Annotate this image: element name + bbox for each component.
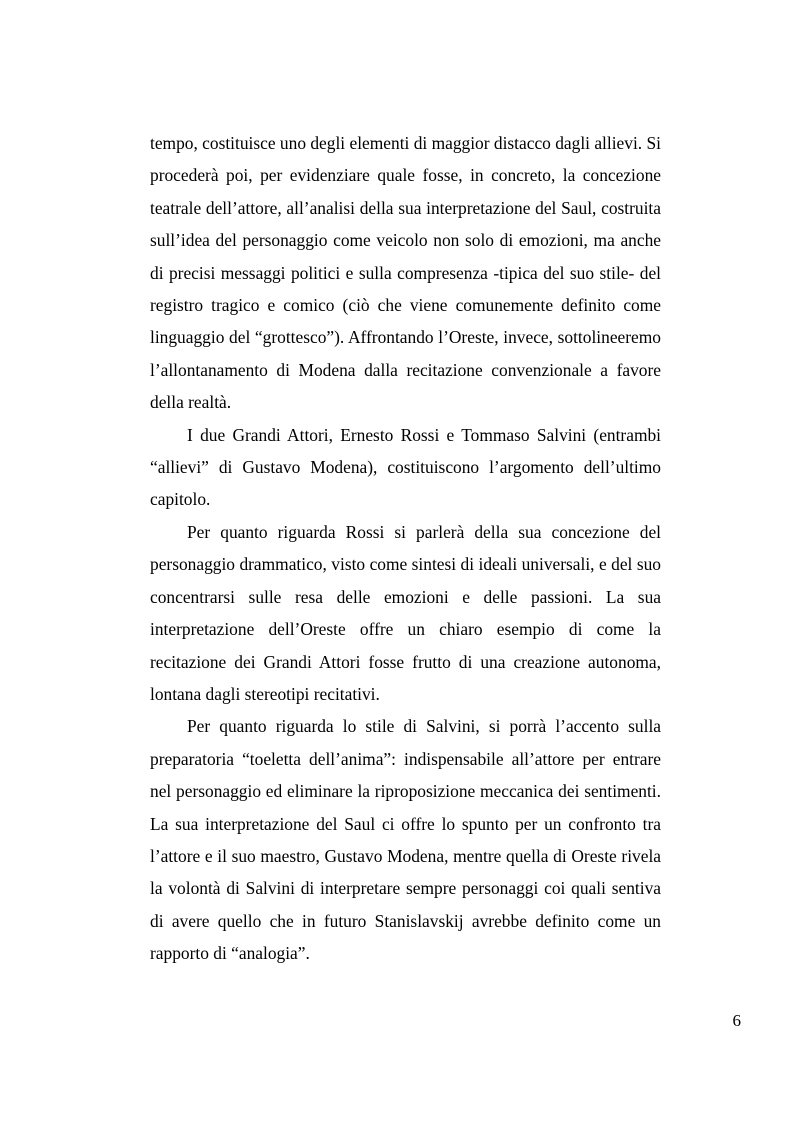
paragraph-continuation: tempo, costituisce uno degli elementi di maggior distacco dagli allievi. Si procederà poi, per evidenziare quale fosse, in concreto, la concezione teatrale dell’attore, all’analisi della sua interpretazione del Saul, costruita sull’idea del personaggio come veicolo non solo di emozioni, ma anche di precisi messaggi politici e sulla compresenza -tipica del suo stile- del registro tragico e comico (ciò che viene comunemente definito come linguaggio del “grottesco”). Affrontando l’Oreste, invece, sottolineeremo l’allontanamento di Modena dalla recitazione convenzionale a favore della realtà. <box>150 133 661 413</box>
paragraph-rossi: Per quanto riguarda Rossi si parlerà della sua concezione del personaggio drammatico, visto come sintesi di ideali universali, e del suo concentrarsi sulle resa delle emozioni e delle passioni. La sua interpretazione dell’Oreste offre un chiaro esempio di come la recitazione dei Grandi Attori fosse frutto di una creazione autonoma, lontana dagli stereotipi recitativi. <box>150 521 661 704</box>
paragraph-salvini: Per quanto riguarda lo stile di Salvini, si porrà l’accento sulla preparatoria “toeletta dell’anima”: indispensabile all’attore per entrare nel personaggio ed eliminare la riproposizione meccanica dei sentimenti. La sua interpretazione del Saul ci offre lo spunto per un confronto tra l’attore e il suo maestro, Gustavo Modena, mentre quella di Oreste rivela la volontà di Salvini di interpretare sempre personaggi coi quali sentiva di avere quello che in futuro Stanislavskij avrebbe definito come un rapporto di “analogia”. <box>150 716 661 964</box>
page-number: 6 <box>732 1011 741 1030</box>
body-text <box>150 127 661 970</box>
paragraph-grandi-attori: I due Grandi Attori, Ernesto Rossi e Tommaso Salvini (entrambi “allievi” di Gustavo Modena), costituiscono l’argomento dell’ultimo capitolo. <box>150 424 661 510</box>
